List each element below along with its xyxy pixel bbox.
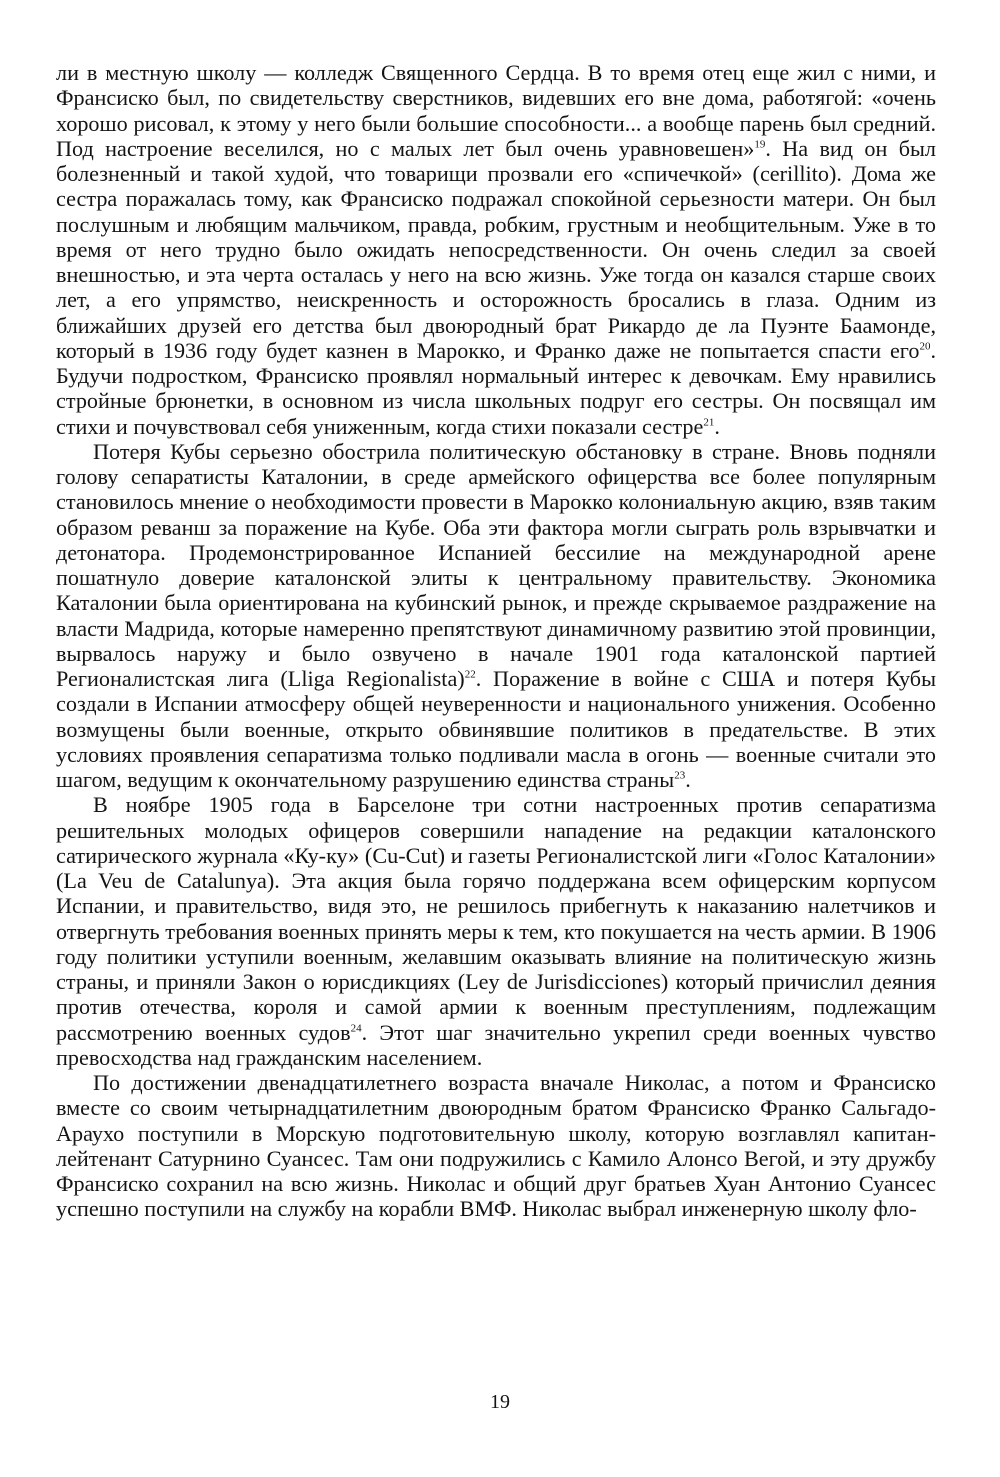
text-run: . На вид он был болезненный и такой худой, что товарищи прозвали его «спичечкой» (cerillito). Дома же сестра поражалась тому, как Франсиско подражал спокойной серьезности матери. Он был послушным и любящим мальчиком, правда, робким, грустным и необщительным. Уже в то время от него трудно было ожидать непосредственности. Он очень следил за своей внешностью, и эта черта осталась у него на всю жизнь. Уже тогда он казался старше своих лет, а его упрямство, неискренность и осторожность бросались в глаза. Одним из ближайших друзей его детства был двоюродный брат Рикардо де ла Пуэнте Баамонде, который в 1936 году будет казнен в Марокко, и Франко даже не попытается спасти его (56, 135, 936, 363)
footnote-ref: 24 (350, 1022, 362, 1035)
text-run: . Этот шаг значительно укрепил среди военных чувство превосходства над гражданским населением. (56, 1019, 936, 1070)
footnote-ref: 19 (754, 138, 766, 151)
footnote-ref: 21 (703, 416, 715, 429)
text-run: . (685, 767, 691, 792)
text-run: . Поражение в войне с США и потеря Кубы создали в Испании атмосферу общей неуверенности и национального унижения. Особенно возмущены были военные, открыто обвинявшие политиков в предательстве. В этих условиях проявления сепаратизма только подливали масла в огонь — военные считали это шагом, ведущим к окончательному разрушению единства страны (56, 666, 936, 792)
paragraph-3 (56, 792, 936, 1070)
text-run: . Будучи подростком, Франсиско проявлял нормальный интерес к девочкам. Ему нравились стройные брюнетки, в основном из числа школьных подруг его сестры. Он посвящал им стихи и почувствовал себя униженным, когда стихи показали сестре (56, 337, 936, 439)
book-page-body (56, 60, 936, 1222)
footnote-ref: 23 (674, 769, 686, 782)
page-number: 19 (490, 1391, 510, 1413)
footnote-ref: 20 (919, 340, 931, 353)
text-run: По достижении двенадцатилетнего возраста вначале Николас, а потом и Франсиско вместе со своим четырнадцатилетним двоюродным братом Франсиско Франко Сальгадо-Араухо поступили в Морскую подготовительную школу, которую возглавлял капитан-лейтенант Сатурнино Суансес. Там они подружились с Камило Алонсо Вегой, и эту дружбу Франсиско сохранил на всю жизнь. Николас и общий друг братьев Хуан Антонио Суансес успешно поступили на службу на корабли ВМФ. Николас выбрал инженерную школу фло- (56, 1070, 936, 1222)
paragraph-4 (56, 1070, 936, 1222)
text-run: В ноябре 1905 года в Барселоне три сотни настроенных против сепаратизма решительных молодых офицеров совершили нападение на редакции каталонского сатирического журнала «Ку-ку» (Cu-Cut) и газеты Регионалистской лиги «Голос Каталонии» (La Veu de Catalunya). Эта акция была горячо поддержана всем офицерским корпусом Испании, и правительство, видя это, не решилось прибегнуть к наказанию налетчиков и отвергнуть требования военных принять меры к тем, кто покушается на честь армии. В 1906 году политики уступили военным, желавшим оказывать влияние на политическую жизнь страны, и приняли Закон о юрисдикциях (Ley de Jurisdicciones) который причислил деяния против отечества, короля и самой армии к военным преступлениям, подлежащим рассмотрению военных судов (56, 792, 936, 1045)
text-run: ли в местную школу — колледж Священного Сердца. В то время отец еще жил с ними, и Франсиско был, по свидетельству сверстников, видевших его вне дома, работягой: «очень хорошо рисовал, к этому у него были большие способности... а вообще парень был средний. Под настроение веселился, но с малых лет был очень уравновешен» (56, 60, 936, 161)
text-run: Потеря Кубы серьезно обострила политическую обстановку в стране. Вновь подняли голову сепаратисты Каталонии, в среде армейского офицерства все более популярным становилось мнение о необходимости провести в Марокко колониальную акцию, взяв таким образом реванш за поражение на Кубе. Оба эти фактора могли сыграть роль взрывчатки и детонатора. Продемонстрированное Испанией бессилие на международной арене пошатнуло доверие каталонской элиты к центральному правительству. Экономика Каталонии была ориентирована на кубинский рынок, и прежде скрываемое раздражение на власти Мадрида, которые намеренно препятствуют динамичному развитию этой провинции, вырвалось наружу и было озвучено в начале 1901 года каталонской партией Регионалистская лига (Lliga Regionalista) (56, 438, 936, 691)
paragraph-2 (56, 439, 936, 793)
paragraph-1 (56, 60, 936, 439)
text-run: . (714, 413, 720, 439)
footnote-ref: 22 (464, 668, 476, 681)
